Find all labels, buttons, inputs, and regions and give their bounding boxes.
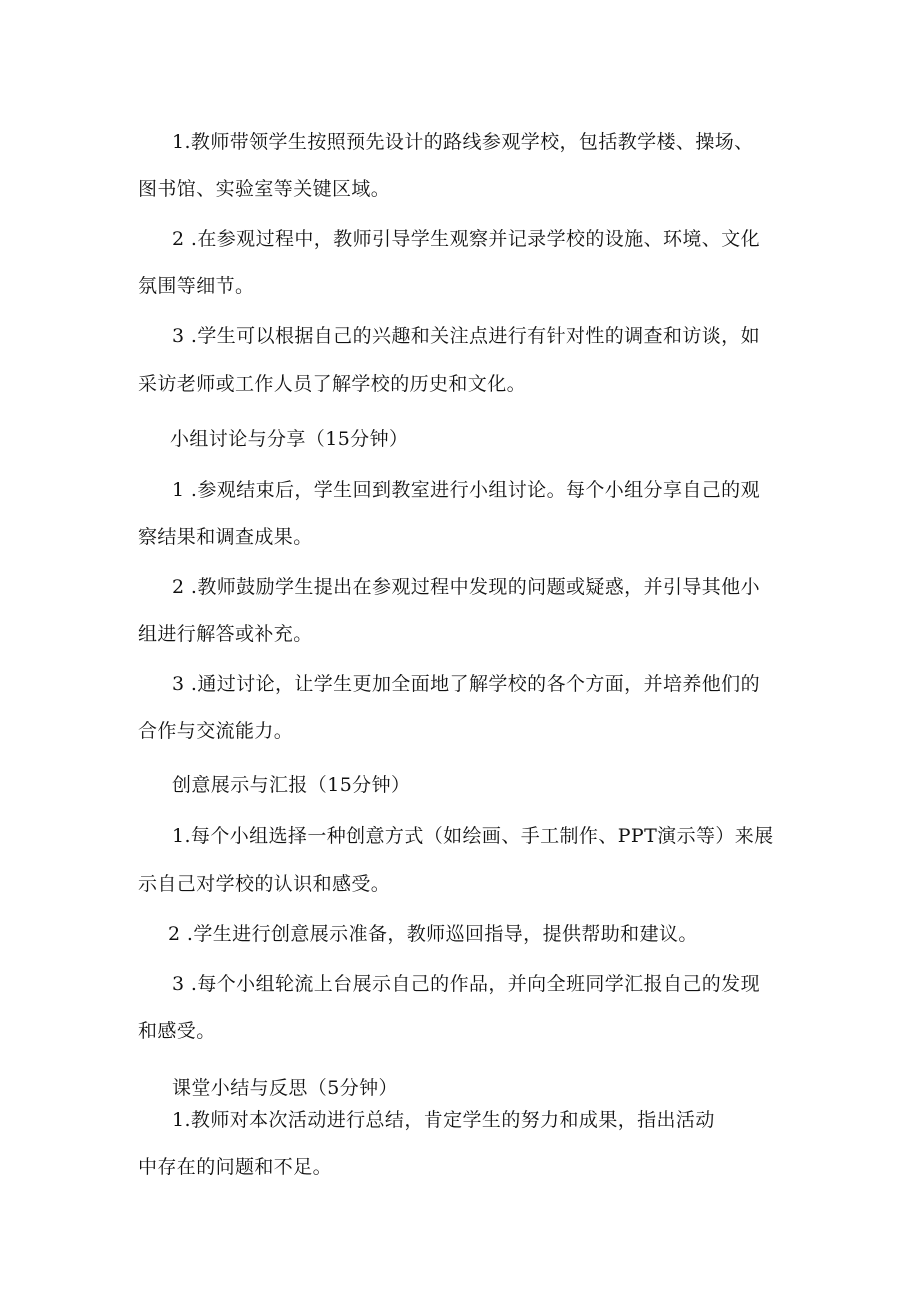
paragraph-line: 1.教师带领学生按照预先设计的路线参观学校，包括教学楼、操场、 xyxy=(172,131,754,153)
paragraph-line: 1.每个小组选择一种创意方式（如绘画、手工制作、PPT演示等）来展 xyxy=(172,825,774,847)
section-heading: 创意展示与汇报（15分钟） xyxy=(172,774,411,796)
paragraph-line: 3 .通过讨论，让学生更加全面地了解学校的各个方面，并培养他们的 xyxy=(172,673,760,695)
section-heading: 小组讨论与分享（15分钟） xyxy=(170,428,409,450)
paragraph-line: 示自己对学校的认识和感受。 xyxy=(138,873,391,895)
paragraph-line: 1 .参观结束后，学生回到教室进行小组讨论。每个小组分享自己的观 xyxy=(172,479,760,501)
paragraph-line: 氛围等细节。 xyxy=(138,275,255,297)
paragraph-line: 1.教师对本次活动进行总结，肯定学生的努力和成果，指出活动 xyxy=(172,1109,715,1131)
paragraph-line: 察结果和调查成果。 xyxy=(138,526,313,548)
paragraph-line: 和感受。 xyxy=(138,1020,216,1042)
paragraph-line: 合作与交流能力。 xyxy=(138,720,294,742)
paragraph-line: 2 .教师鼓励学生提出在参观过程中发现的问题或疑惑，并引导其他小 xyxy=(172,576,760,598)
paragraph-line: 2 .在参观过程中，教师引导学生观察并记录学校的设施、环境、文化 xyxy=(172,228,760,250)
paragraph-line: 3 .学生可以根据自己的兴趣和关注点进行有针对性的调查和访谈，如 xyxy=(172,325,760,347)
paragraph-line: 采访老师或工作人员了解学校的历史和文化。 xyxy=(138,373,527,395)
paragraph-line: 3 .每个小组轮流上台展示自己的作品，并向全班同学汇报自己的发现 xyxy=(172,973,760,995)
section-heading: 课堂小结与反思（5分钟） xyxy=(172,1077,398,1099)
paragraph-line: 图书馆、实验室等关键区域。 xyxy=(138,178,391,200)
paragraph-line: 中存在的问题和不足。 xyxy=(138,1156,333,1178)
paragraph-line: 2 .学生进行创意展示准备，教师巡回指导，提供帮助和建议。 xyxy=(168,923,698,945)
paragraph-line: 组进行解答或补充。 xyxy=(138,623,313,645)
